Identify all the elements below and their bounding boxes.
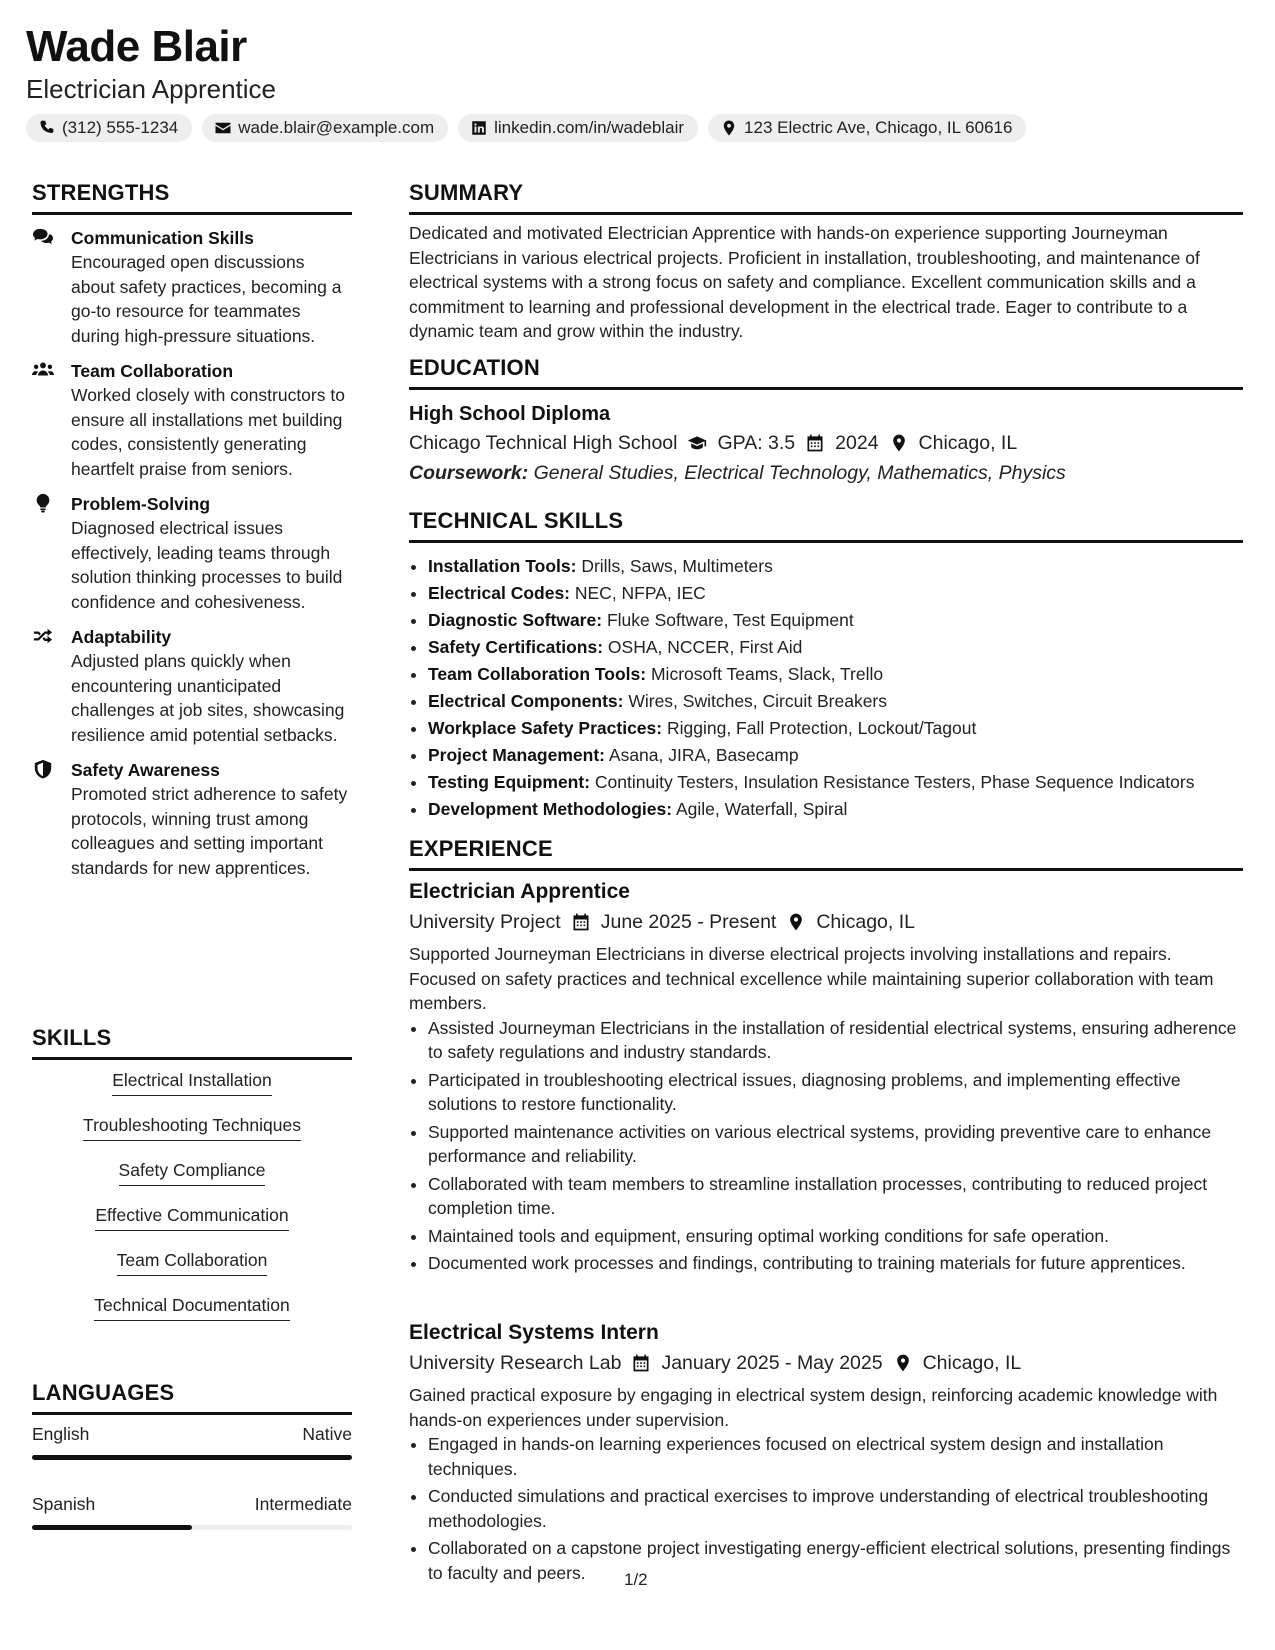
- strength-desc: Promoted strict adherence to safety protocols, winning trust among colleagues and setting important standards for new apprentices.: [71, 784, 348, 878]
- skills-list: [32, 1070, 352, 1340]
- page-number: 1/2: [624, 1570, 648, 1589]
- shield-icon: [32, 759, 54, 781]
- tech-skill-item: [428, 769, 1262, 796]
- tech-skill-label: Team Collaboration Tools:: [428, 664, 647, 684]
- tech-skill-value: Microsoft Teams, Slack, Trello: [650, 664, 884, 684]
- map-pin-icon: [720, 119, 738, 137]
- calendar-icon: [571, 912, 591, 932]
- experience-entry: [409, 1318, 1243, 1588]
- job-bullet: • Documented work processes and findings, contributing to training materials for future apprentices.: [428, 1251, 1243, 1276]
- coursework-list: General Studies, Electrical Technology, Mathematics, Physics: [533, 462, 1066, 484]
- skill-label: Safety Compliance: [119, 1160, 266, 1186]
- strength-title: Adaptability: [71, 627, 172, 647]
- language-bar-fill: [32, 1455, 352, 1460]
- map-pin-icon: [893, 1353, 913, 1373]
- languages-list: [32, 1424, 352, 1564]
- contact-address[interactable]: [708, 114, 1026, 142]
- skill-item: [32, 1115, 352, 1160]
- map-pin-icon: [889, 433, 909, 453]
- job-description: Gained practical exposure by engaging in electrical system design, reinforcing academic knowledge with hands-on experiences under supervision.: [409, 1385, 1218, 1430]
- tech-skill-item: [428, 580, 1262, 607]
- strengths-heading: STRENGTHS: [32, 180, 352, 215]
- job-location: Chicago, IL: [922, 1352, 1022, 1374]
- language-bar-fill: [32, 1525, 192, 1530]
- language-item: [32, 1494, 352, 1564]
- job-bullet: • Engaged in hands-on learning experiences focused on electrical system design and installation techniques.: [428, 1432, 1243, 1481]
- strength-item: [32, 226, 352, 348]
- languages-heading: LANGUAGES: [32, 1380, 352, 1415]
- job-bullet: • Assisted Journeyman Electricians in the installation of residential electrical systems, ensuring adherence to safety regulations and industry standards.: [428, 1016, 1243, 1065]
- linkedin-icon: [470, 119, 488, 137]
- comments-icon: [32, 227, 54, 249]
- tech-skill-label: Diagnostic Software:: [428, 610, 603, 630]
- tech-skill-item: [428, 661, 1262, 688]
- language-bar: [32, 1455, 352, 1460]
- contact-bar: [26, 114, 1026, 142]
- summary-text: Dedicated and motivated Electrician Apprentice with hands-on experience supporting Journeyman Electricians in various electrical projects. Proficient in installation, troubleshooting, and maintenance of electrical systems with a strong focus on safety and compliance. Excellent communication skills and a commitment to learning and professional development in the electrical trade. Eager to contribute to a dynamic team and grow within the industry.: [409, 223, 1200, 341]
- shuffle-icon: [32, 626, 54, 648]
- tech-skill-item: [428, 607, 1262, 634]
- graduation-year: 2024: [835, 432, 879, 454]
- users-icon: [32, 360, 54, 382]
- job-bullet: • Conducted simulations and practical exercises to improve understanding of electrical troubleshooting methodologies.: [428, 1484, 1243, 1533]
- tech-skill-value: Drills, Saws, Multimeters: [581, 556, 773, 576]
- job-bullets: [409, 1016, 1243, 1276]
- job-bullet: • Maintained tools and equipment, ensuring optimal working conditions for safe operation.: [428, 1224, 1243, 1249]
- contact-email[interactable]: [202, 114, 448, 142]
- skill-item: [32, 1295, 352, 1340]
- tech-skill-item: [428, 634, 1262, 661]
- skill-item: [32, 1160, 352, 1205]
- summary-heading: SUMMARY: [409, 180, 1243, 215]
- tech-skill-value: Rigging, Fall Protection, Lockout/Tagout: [666, 718, 977, 738]
- strength-desc: Worked closely with constructors to ensure all installations met building codes, consistently generating heartfelt praise from seniors.: [71, 385, 345, 479]
- skill-label: Electrical Installation: [112, 1070, 272, 1096]
- gpa: GPA: 3.5: [717, 432, 796, 454]
- technical-skills-list: [409, 553, 1262, 823]
- job-bullet: • Supported maintenance activities on various electrical systems, providing preventive care to enhance performance and reliability.: [428, 1120, 1243, 1169]
- language-bar: [32, 1525, 352, 1530]
- contact-phone[interactable]: [26, 114, 192, 142]
- job-bullet: • Collaborated with team members to streamline installation processes, contributing to reduced project completion time.: [428, 1172, 1243, 1221]
- tech-skill-label: Electrical Components:: [428, 691, 624, 711]
- tech-skill-item: [428, 742, 1262, 769]
- contact-address-text: 123 Electric Ave, Chicago, IL 60616: [744, 118, 1013, 137]
- tech-skill-item: [428, 688, 1262, 715]
- job-meta: [409, 1348, 1243, 1378]
- calendar-icon: [631, 1353, 651, 1373]
- skill-label: Effective Communication: [95, 1205, 288, 1231]
- tech-skill-value: Fluke Software, Test Equipment: [606, 610, 854, 630]
- envelope-icon: [214, 119, 232, 137]
- skill-item: [32, 1070, 352, 1115]
- tech-skill-label: Installation Tools:: [428, 556, 577, 576]
- tech-skill-value: Continuity Testers, Insulation Resistance Testers, Phase Sequence Indicators: [594, 772, 1195, 792]
- skill-label: Troubleshooting Techniques: [83, 1115, 301, 1141]
- strengths-list: [32, 226, 352, 891]
- job-bullets: [409, 1432, 1243, 1585]
- education-meta: [409, 428, 1243, 458]
- tech-skill-item: [428, 715, 1262, 742]
- technical-skills-heading: TECHNICAL SKILLS: [409, 508, 1243, 543]
- tech-skill-label: Development Methodologies:: [428, 799, 673, 819]
- tech-skill-label: Workplace Safety Practices:: [428, 718, 663, 738]
- candidate-name: Wade Blair: [26, 22, 247, 71]
- tech-skill-label: Testing Equipment:: [428, 772, 591, 792]
- contact-linkedin[interactable]: [458, 114, 698, 142]
- skills-heading: SKILLS: [32, 1025, 352, 1060]
- tech-skill-value: Wires, Switches, Circuit Breakers: [628, 691, 888, 711]
- strength-desc: Adjusted plans quickly when encountering unanticipated challenges at job sites, showcasing resilience amid potential setbacks.: [71, 651, 345, 745]
- candidate-role: Electrician Apprentice: [26, 74, 277, 104]
- job-title: Electrician Apprentice: [409, 880, 630, 903]
- job-org: University Project: [409, 911, 561, 933]
- education-heading: EDUCATION: [409, 355, 1243, 390]
- contact-linkedin-text: linkedin.com/in/wadeblair: [494, 118, 685, 137]
- strength-desc: Diagnosed electrical issues effectively, leading teams through solution thinking processes to build confidence and cohesiveness.: [71, 518, 343, 612]
- coursework-label: Coursework:: [409, 462, 529, 484]
- lightbulb-icon: [32, 493, 54, 515]
- job-dates: January 2025 - May 2025: [661, 1352, 883, 1374]
- strength-title: Communication Skills: [71, 228, 254, 248]
- skill-item: [32, 1205, 352, 1250]
- job-bullet: • Collaborated on a capstone project investigating energy-efficient electrical solutions, presenting findings to faculty and peers.: [428, 1536, 1243, 1585]
- language-name: Spanish: [32, 1494, 96, 1514]
- phone-icon: [38, 119, 56, 137]
- contact-phone-text: (312) 555-1234: [62, 118, 179, 137]
- contact-email-text: wade.blair@example.com: [238, 118, 435, 137]
- strength-item: [32, 758, 352, 880]
- job-meta: [409, 907, 1243, 937]
- strength-desc: Encouraged open discussions about safety practices, becoming a go-to resource for teammates during high-pressure situations.: [71, 252, 342, 346]
- skill-item: [32, 1250, 352, 1295]
- tech-skill-value: OSHA, NCCER, First Aid: [607, 637, 803, 657]
- tech-skill-value: NEC, NFPA, IEC: [574, 583, 706, 603]
- strength-item: [32, 625, 352, 747]
- tech-skill-label: Safety Certifications:: [428, 637, 604, 657]
- language-name: English: [32, 1424, 90, 1444]
- school-location: Chicago, IL: [918, 432, 1018, 454]
- job-bullet: • Participated in troubleshooting electrical issues, diagnosing problems, and implementing effective solutions to restore functionality.: [428, 1068, 1243, 1117]
- strength-title: Safety Awareness: [71, 760, 220, 780]
- education-entry: [409, 400, 1243, 488]
- strength-item: [32, 492, 352, 614]
- language-level: Intermediate: [254, 1494, 352, 1514]
- tech-skill-value: Agile, Waterfall, Spiral: [675, 799, 848, 819]
- tech-skill-label: Project Management:: [428, 745, 605, 765]
- graduation-cap-icon: [687, 433, 707, 453]
- map-pin-icon: [786, 912, 806, 932]
- experience-heading: EXPERIENCE: [409, 836, 1243, 871]
- job-description: Supported Journeyman Electricians in diverse electrical projects involving installations and repairs. Focused on safety practices and technical excellence while maintaining superior collaboration with team members.: [409, 944, 1214, 1013]
- job-dates: June 2025 - Present: [600, 911, 777, 933]
- language-level: Native: [302, 1424, 352, 1444]
- language-item: [32, 1424, 352, 1494]
- experience-entry: [409, 877, 1243, 1279]
- strength-title: Problem-Solving: [71, 494, 211, 514]
- job-title: Electrical Systems Intern: [409, 1321, 659, 1344]
- tech-skill-label: Electrical Codes:: [428, 583, 570, 603]
- calendar-icon: [805, 433, 825, 453]
- coursework: [409, 458, 1243, 488]
- job-location: Chicago, IL: [816, 911, 915, 933]
- strength-title: Team Collaboration: [71, 361, 234, 381]
- skill-label: Technical Documentation: [94, 1295, 290, 1321]
- skill-label: Team Collaboration: [117, 1250, 268, 1276]
- school-name: Chicago Technical High School: [409, 432, 678, 454]
- strength-item: [32, 359, 352, 481]
- degree-title: High School Diploma: [409, 403, 611, 425]
- tech-skill-item: [428, 553, 1262, 580]
- job-org: University Research Lab: [409, 1352, 622, 1374]
- tech-skill-item: [428, 796, 1262, 823]
- tech-skill-value: Asana, JIRA, Basecamp: [608, 745, 799, 765]
